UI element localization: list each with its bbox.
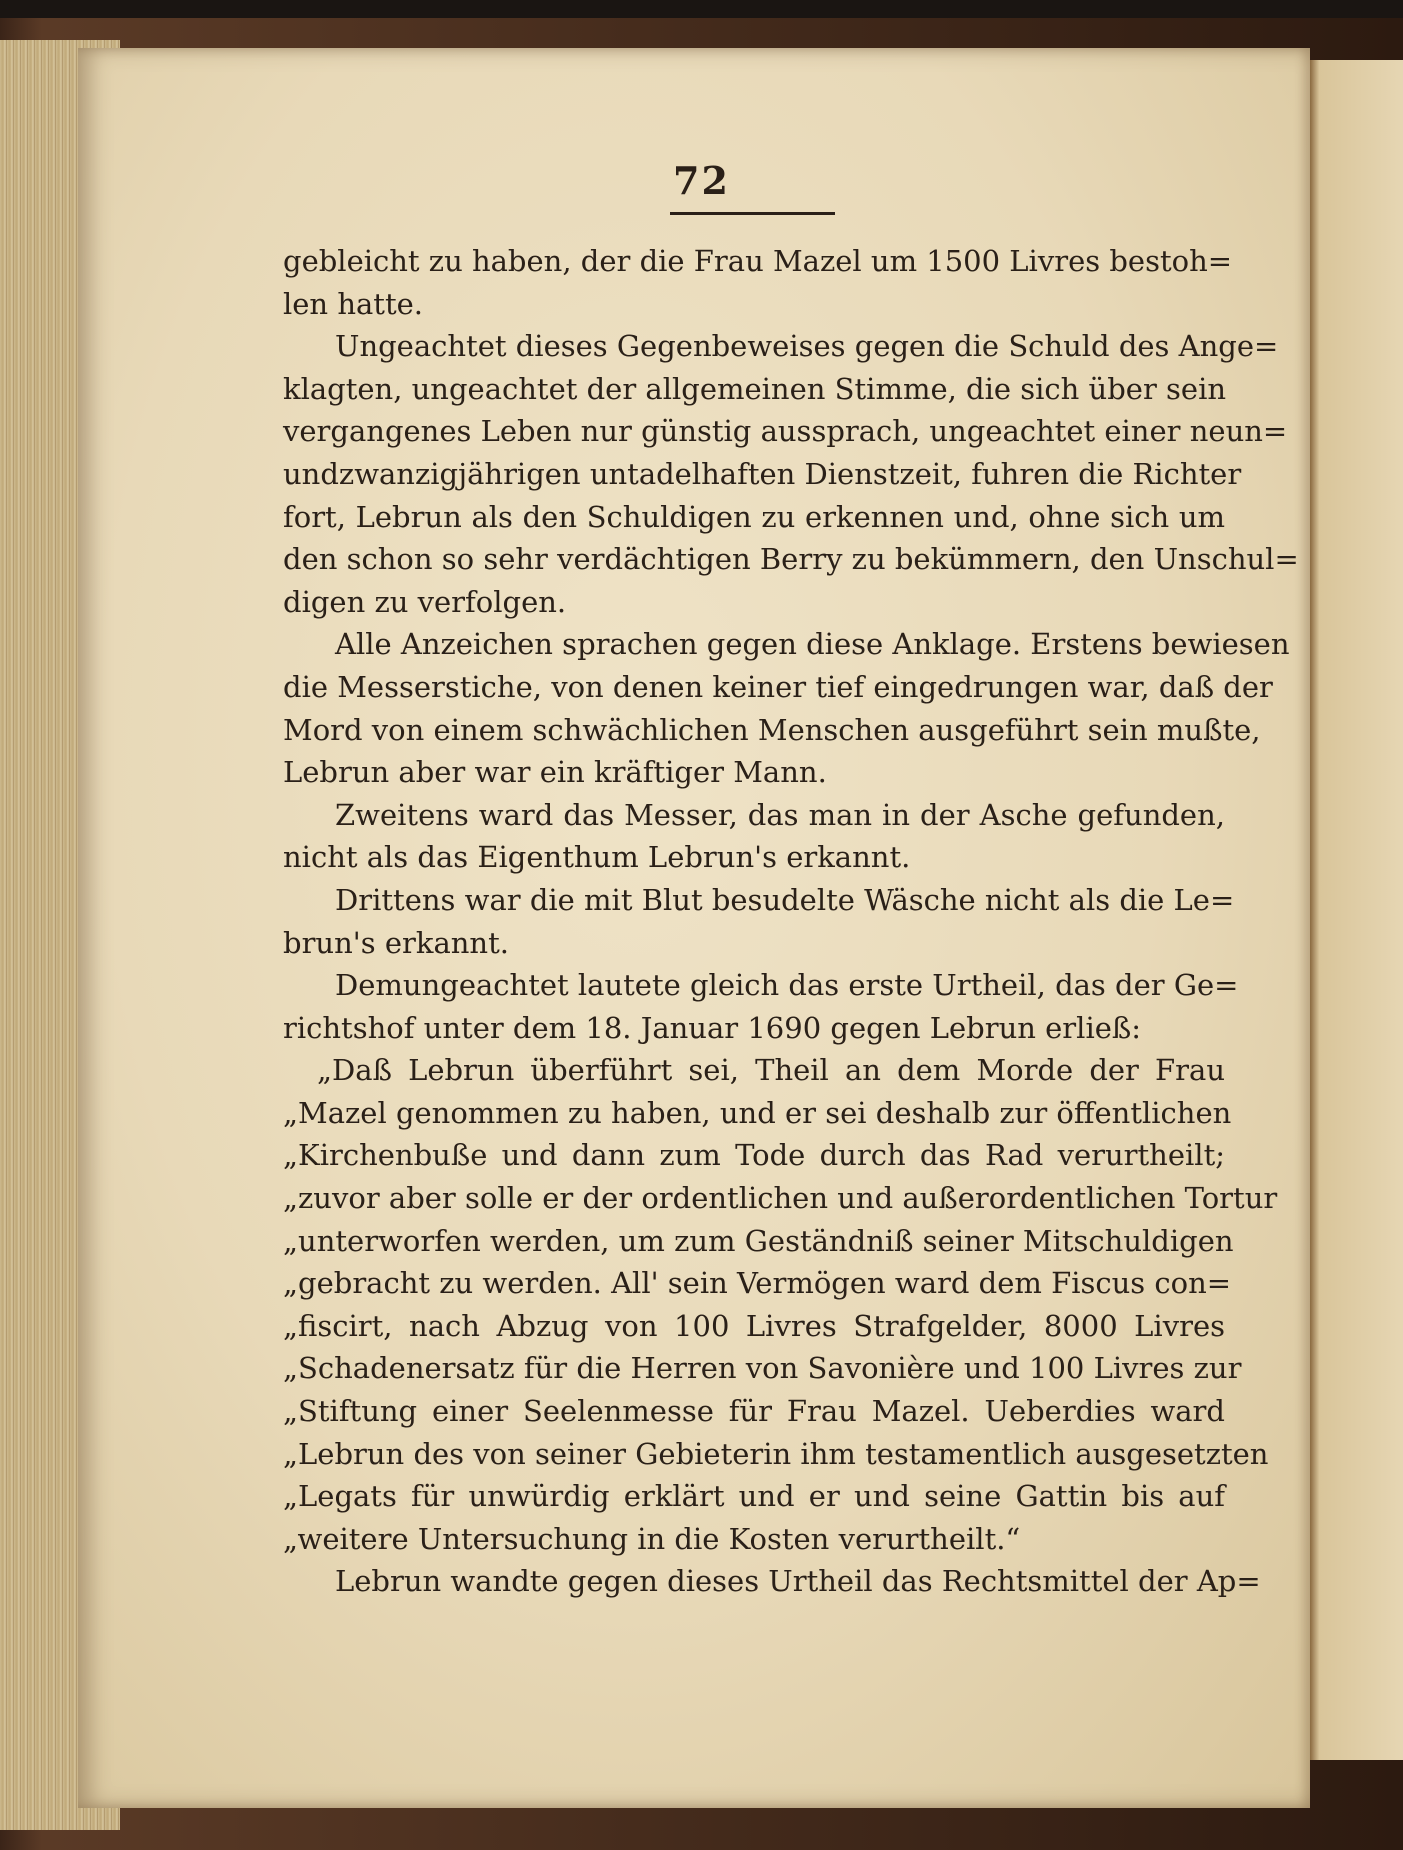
text-line: Drittens war die mit Blut besudelte Wäsche nicht als die Le=: [335, 882, 1235, 917]
text-line: „Legats für unwürdig erklärt und er und seine Gattin bis auf: [283, 1479, 1225, 1514]
text-line: nicht als das Eigenthum Lebrun's erkannt.: [283, 840, 911, 875]
text-line: Ungeachtet dieses Gegenbeweises gegen die Schuld des Ange=: [335, 329, 1279, 364]
text-line: gebleicht zu haben, der die Frau Mazel um 1500 Livres bestoh=: [283, 244, 1233, 278]
text-line: Alle Anzeichen sprachen gegen diese Anklage. Erstens bewiesen: [335, 627, 1290, 662]
text-line: „Daß Lebrun überführt sei, Theil an dem Morde der Frau: [317, 1053, 1225, 1088]
text-line: brun's erkannt.: [283, 925, 509, 960]
page-number: 72: [673, 158, 730, 203]
text-line: Demungeachtet lautete gleich das erste Urtheil, das der Ge=: [335, 968, 1239, 1003]
text-line: die Messerstiche, von denen keiner tief eingedrungen war, daß der: [283, 669, 1273, 704]
text-line: den schon so sehr verdächtigen Berry zu bekümmern, den Unschul=: [283, 542, 1299, 577]
text-line: Lebrun aber war ein kräftiger Mann.: [283, 755, 827, 790]
text-line: digen zu verfolgen.: [283, 584, 567, 619]
header-rule: [670, 212, 835, 215]
text-line: „fiscirt, nach Abzug von 100 Livres Strafgelder, 8000 Livres: [283, 1308, 1225, 1343]
text-line: „weitere Untersuchung in die Kosten verurtheilt.“: [283, 1521, 1021, 1556]
text-line: Zweitens ward das Messer, das man in der Asche gefunden,: [335, 797, 1225, 832]
body-text: [283, 240, 1299, 1603]
text-line: „Schadenersatz für die Herren von Savonière und 100 Livres zur: [283, 1351, 1242, 1386]
text-line: „gebracht zu werden. All' sein Vermögen ward dem Fiscus con=: [283, 1266, 1232, 1301]
facing-page-edge: [1310, 60, 1403, 1760]
text-line: undzwanzigjährigen untadelhaften Dienstzeit, fuhren die Richter: [283, 456, 1242, 491]
text-line: „Lebrun des von seiner Gebieterin ihm testamentlich ausgesetzten: [283, 1436, 1269, 1471]
text-line: Lebrun wandte gegen dieses Urtheil das Rechtsmittel der Ap=: [335, 1564, 1261, 1599]
text-line: „Mazel genommen zu haben, und er sei deshalb zur öffentlichen: [283, 1095, 1232, 1130]
text-line: „zuvor aber solle er der ordentlichen und außerordentlichen Tortur: [283, 1181, 1278, 1216]
text-line: klagten, ungeachtet der allgemeinen Stimme, die sich über sein: [283, 371, 1227, 406]
text-line: richtshof unter dem 18. Januar 1690 gegen Lebrun erließ:: [283, 1010, 1142, 1045]
text-line: len hatte.: [283, 286, 423, 321]
text-line: fort, Lebrun als den Schuldigen zu erkennen und, ohne sich um: [283, 499, 1225, 534]
text-line: „unterworfen werden, um zum Geständniß seiner Mitschuldigen: [283, 1223, 1234, 1258]
text-line: vergangenes Leben nur günstig aussprach, ungeachtet einer neun=: [283, 414, 1288, 449]
text-line: „Kirchenbuße und dann zum Tode durch das Rad verurtheilt;: [283, 1138, 1225, 1173]
text-line: „Stiftung einer Seelenmesse für Frau Mazel. Ueberdies ward: [283, 1394, 1225, 1429]
text-line: Mord von einem schwächlichen Menschen ausgeführt sein mußte,: [283, 712, 1261, 747]
